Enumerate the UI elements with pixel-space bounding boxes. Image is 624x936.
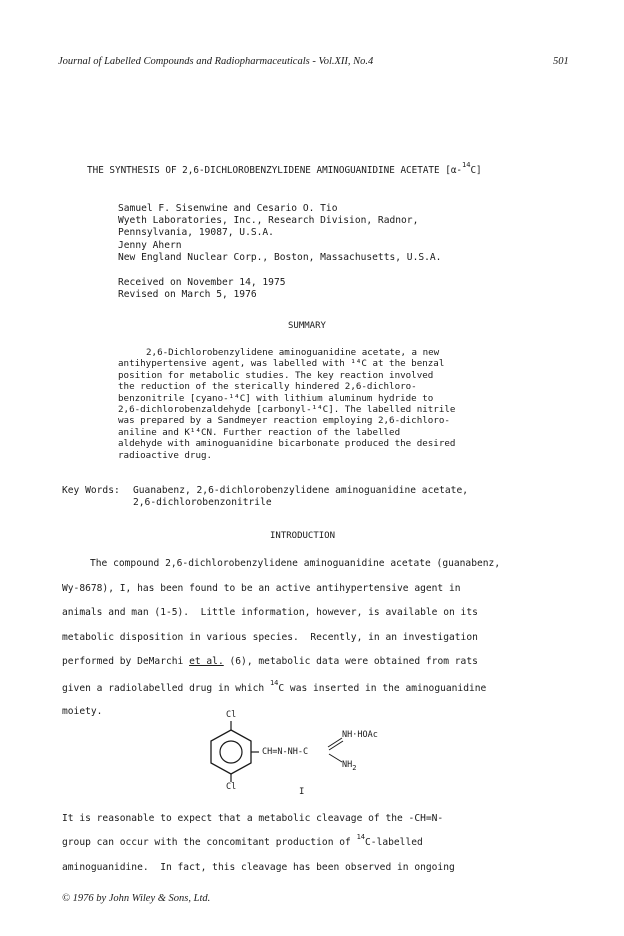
page-number: 501 xyxy=(553,56,569,67)
chlorine-top-label: Cl xyxy=(226,710,237,720)
summary-line: radioactive drug. xyxy=(118,449,213,461)
body-text: C-labelled xyxy=(365,837,423,848)
keywords-label: Key Words: xyxy=(62,485,120,496)
isotope-superscript: 14 xyxy=(269,679,279,687)
hydrazone-chain-label: CH=N-NH-C xyxy=(262,747,309,757)
summary-line: 2,6-dichlorobenzaldehyde [carbonyl-¹⁴C]. The labelled nitrile xyxy=(118,404,456,416)
intro-line xyxy=(62,679,487,694)
title-suffix: C] xyxy=(470,165,482,176)
summary-line: position for metabolic studies. The key reaction involved xyxy=(118,369,434,381)
journal-header: Journal of Labelled Compounds and Radiopharmaceuticals - Vol.XII, No.4 xyxy=(58,56,374,67)
chlorine-bottom-label: Cl xyxy=(226,782,237,792)
keywords-line-1: Guanabenz, 2,6-dichlorobenzylidene aminoguanidine acetate, xyxy=(133,485,469,496)
keywords-line-2: 2,6-dichlorobenzonitrile xyxy=(133,497,272,508)
intro-line: metabolic disposition in various species. Recently, in an investigation xyxy=(62,632,478,643)
copyright-footer: © 1976 by John Wiley & Sons, Ltd. xyxy=(62,893,211,904)
introduction-heading: INTRODUCTION xyxy=(270,531,336,541)
title-superscript: 14 xyxy=(462,161,471,169)
author-line: Samuel F. Sisenwine and Cesario O. Tio xyxy=(118,203,338,214)
et-al-emphasis: et al. xyxy=(189,656,224,667)
summary-line: aniline and K¹⁴CN. Further reaction of the labelled xyxy=(118,426,401,438)
summary-block xyxy=(118,347,456,461)
body-line: It is reasonable to expect that a metabolic cleavage of the -CH=N- xyxy=(62,813,444,824)
amino-subscript: 2 xyxy=(352,764,357,772)
intro-line: moiety. xyxy=(62,706,103,717)
revised-date: Revised on March 5, 1976 xyxy=(118,289,257,301)
body-line xyxy=(62,833,423,848)
summary-line: benzonitrile [cyano-¹⁴C] with lithium aluminum hydride to xyxy=(118,392,434,404)
intro-text: performed by DeMarchi xyxy=(62,656,190,667)
isotope-superscript: 14 xyxy=(356,833,366,841)
body-text: group can occur with the concomitant production of xyxy=(62,837,357,848)
author-line: Jenny Ahern xyxy=(118,239,182,251)
chemical-structure xyxy=(196,710,436,800)
author-block xyxy=(118,203,441,264)
received-date: Received on November 14, 1975 xyxy=(118,277,286,288)
compound-label: I xyxy=(299,787,305,797)
intro-line: Wy-8678), I, has been found to be an active antihypertensive agent in xyxy=(62,583,461,594)
author-line: Wyeth Laboratories, Inc., Research Division, Radnor, xyxy=(118,215,419,227)
amidine-acetate-label: NH·HOAc xyxy=(342,730,378,740)
summary-heading: SUMMARY xyxy=(288,321,326,331)
summary-line: the reduction of the sterically hindered 2,6-dichloro- xyxy=(118,381,417,393)
author-line: New England Nuclear Corp., Boston, Massachusetts, U.S.A. xyxy=(118,251,442,263)
intro-line xyxy=(62,656,478,667)
summary-line: was prepared by a Sandmeyer reaction employing 2,6-dichloro- xyxy=(118,415,450,427)
amino-text: NH xyxy=(342,760,353,770)
dates-block xyxy=(118,277,286,301)
summary-line: 2,6-Dichlorobenzylidene aminoguanidine acetate, a new xyxy=(146,347,440,358)
intro-text: given a radiolabelled drug in which xyxy=(62,683,270,694)
body-line: aminoguanidine. In fact, this cleavage has been observed in ongoing xyxy=(62,862,455,873)
summary-line: aldehyde with aminoguanidine bicarbonate produced the desired xyxy=(118,438,456,450)
paper-title xyxy=(87,161,482,176)
intro-text: (6), metabolic data were obtained from rats xyxy=(223,656,478,667)
intro-line: The compound 2,6-dichlorobenzylidene aminoguanidine acetate (guanabenz, xyxy=(90,558,501,569)
title-text: THE SYNTHESIS OF 2,6-DICHLOROBENZYLIDENE AMINOGUANIDINE ACETATE [α- xyxy=(87,165,463,176)
intro-line: animals and man (1-5). Little information, however, is available on its xyxy=(62,607,478,618)
intro-text: C was inserted in the aminoguanidine xyxy=(278,683,487,694)
summary-line: antihypertensive agent, was labelled with ¹⁴C at the benzal xyxy=(118,358,445,370)
author-line: Pennsylvania, 19087, U.S.A. xyxy=(118,227,274,239)
amino-group-label xyxy=(342,760,356,770)
